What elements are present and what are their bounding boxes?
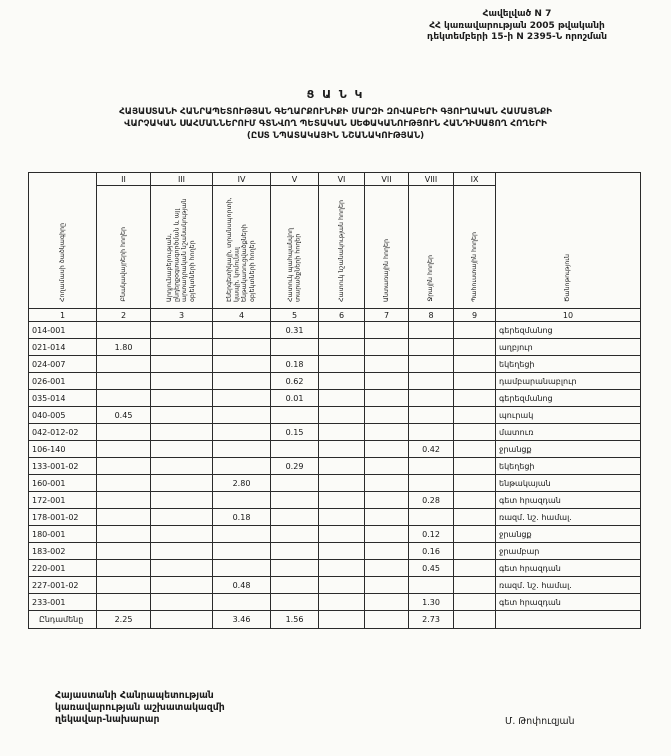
annex-line-3: դեկտեմբերի 15-ի N 2395-Ն որոշման — [426, 32, 608, 42]
column-header-9 — [454, 186, 496, 309]
cell-value — [454, 543, 496, 560]
cell-value — [365, 356, 409, 373]
cell-value — [409, 407, 454, 424]
cell-value — [271, 594, 319, 611]
row-note: պուրակ — [496, 407, 641, 424]
document-title: Ց Ա Ն Կ — [306, 88, 365, 101]
column-number-1: 1 — [29, 309, 97, 322]
column-header-3 — [151, 186, 213, 309]
cell-value — [151, 458, 213, 475]
cell-value — [365, 543, 409, 560]
table-row — [29, 407, 641, 424]
cell-value — [319, 526, 365, 543]
cell-value — [151, 407, 213, 424]
cell-value — [213, 543, 271, 560]
column-title-code: Հողամասի ծածկագիրը — [58, 223, 66, 302]
cell-value: 0.28 — [409, 492, 454, 509]
column-title-7: Անտառային հողեր — [382, 239, 390, 302]
cell-value — [409, 509, 454, 526]
cell-value — [151, 424, 213, 441]
cell-value — [271, 407, 319, 424]
cell-value — [454, 475, 496, 492]
row-code: 021-014 — [29, 339, 97, 356]
row-note: գետ հրազդան — [496, 560, 641, 577]
cell-value — [213, 356, 271, 373]
row-note: դամբարանաբլուր — [496, 373, 641, 390]
cell-value — [409, 424, 454, 441]
cell-value — [454, 407, 496, 424]
row-code: 178-001-02 — [29, 509, 97, 526]
column-title-3: Արդյունաբերության, ընդերքօգտագործման և այլ արտադրական նշանակության օբյեկտների հողեր — [166, 198, 197, 302]
column-header-2 — [97, 186, 151, 309]
row-code: 014-001 — [29, 322, 97, 339]
cell-value — [454, 560, 496, 577]
column-title-2: Բնակավայրերի հողեր — [119, 227, 127, 302]
cell-value — [151, 526, 213, 543]
table-row — [29, 424, 641, 441]
table-row — [29, 339, 641, 356]
row-code: 220-001 — [29, 560, 97, 577]
table-row — [29, 594, 641, 611]
cell-value — [271, 560, 319, 577]
cell-value — [97, 543, 151, 560]
column-header-7 — [365, 186, 409, 309]
row-note: ենթակայան — [496, 475, 641, 492]
row-code: 227-001-02 — [29, 577, 97, 594]
roman-numeral-VII: VII — [365, 173, 409, 186]
subtitle-line-1: ՀԱՅԱՍՏԱՆԻ ՀԱՆՐԱՊԵՏՈՒԹՅԱՆ ԳԵՂԱՐՔՈՒՆԻՔԻ ՄԱՐԶԻ ԶՈՎԱԲԵՐԻ ԳՅՈՒՂԱԿԱՆ ՀԱՄԱՅՆՔԻ — [119, 107, 552, 117]
cell-value — [271, 577, 319, 594]
table-row — [29, 492, 641, 509]
cell-value — [319, 407, 365, 424]
cell-value — [365, 594, 409, 611]
cell-value: 0.48 — [213, 577, 271, 594]
row-code: 172-001 — [29, 492, 97, 509]
cell-value — [213, 492, 271, 509]
row-code: 042-012-02 — [29, 424, 97, 441]
annex-line-2: ՀՀ կառավարության 2005 թվականի — [429, 20, 605, 31]
roman-numeral-III: III — [151, 173, 213, 186]
cell-value — [365, 322, 409, 339]
row-code: 160-001 — [29, 475, 97, 492]
row-code: 180-001 — [29, 526, 97, 543]
cell-value — [319, 322, 365, 339]
subtitle-line-3: (ԸՍՏ ՆՊԱՏԱԿԱՅԻՆ ՆՇԱՆԱԿՈՒԹՅԱՆ) — [246, 131, 425, 141]
cell-value — [151, 356, 213, 373]
total-note — [496, 611, 641, 629]
cell-value — [409, 339, 454, 356]
row-code: 024-007 — [29, 356, 97, 373]
row-note: գերեզմանոց — [496, 390, 641, 407]
cell-value — [213, 424, 271, 441]
cell-value: 1.30 — [409, 594, 454, 611]
cell-value — [213, 458, 271, 475]
table-row — [29, 543, 641, 560]
column-number-8: 8 — [409, 309, 454, 322]
cell-value: 0.16 — [409, 543, 454, 560]
table-row — [29, 373, 641, 390]
cell-value: 2.80 — [213, 475, 271, 492]
column-title-5: Հատուկ պահպանվող տարածքների հողեր — [286, 228, 302, 302]
roman-numeral-IX: IX — [454, 173, 496, 186]
cell-value — [151, 560, 213, 577]
cell-value — [454, 424, 496, 441]
row-note: ռազմ. նշ. համալ. — [496, 577, 641, 594]
table-row — [29, 577, 641, 594]
cell-value — [319, 475, 365, 492]
column-header-5 — [271, 186, 319, 309]
roman-numeral-VI: VI — [319, 173, 365, 186]
table-row — [29, 356, 641, 373]
cell-value — [365, 339, 409, 356]
cell-value — [213, 407, 271, 424]
cell-value — [151, 594, 213, 611]
cell-value — [151, 577, 213, 594]
cell-value — [213, 373, 271, 390]
cell-value — [97, 441, 151, 458]
column-number-3: 3 — [151, 309, 213, 322]
total-value: 3.46 — [213, 611, 271, 629]
cell-value — [365, 509, 409, 526]
cell-value — [409, 577, 454, 594]
cell-value — [319, 492, 365, 509]
cell-value — [97, 594, 151, 611]
cell-value — [271, 543, 319, 560]
cell-value — [454, 356, 496, 373]
cell-value — [97, 577, 151, 594]
column-header-8 — [409, 186, 454, 309]
cell-value — [97, 492, 151, 509]
signature-line-1: Հայաստանի Հանրապետության — [55, 690, 214, 701]
cell-value: 0.31 — [271, 322, 319, 339]
total-label: Ընդամենը — [29, 611, 97, 629]
cell-value — [365, 475, 409, 492]
column-title-6: Հատուկ նշանակության հողեր — [337, 199, 345, 302]
cell-value — [409, 322, 454, 339]
cell-value — [409, 475, 454, 492]
signatory-name: Մ. Թոփուզյան — [505, 716, 575, 727]
table-row — [29, 441, 641, 458]
cell-value — [213, 560, 271, 577]
cell-value — [151, 543, 213, 560]
roman-numeral-V: V — [271, 173, 319, 186]
cell-value — [151, 322, 213, 339]
cell-value: 0.62 — [271, 373, 319, 390]
cell-value — [97, 560, 151, 577]
cell-value — [213, 526, 271, 543]
cell-value — [213, 594, 271, 611]
row-code: 133-001-02 — [29, 458, 97, 475]
cell-value — [454, 441, 496, 458]
row-code: 035-014 — [29, 390, 97, 407]
total-value — [454, 611, 496, 629]
column-number-6: 6 — [319, 309, 365, 322]
cell-value — [151, 373, 213, 390]
cell-value — [97, 526, 151, 543]
cell-value — [97, 322, 151, 339]
column-title-4: Էներգետիկայի, տրանսպորտի, կապի, կոմունալ ենթակառուցվածքների օբյեկտների հողեր — [226, 197, 257, 302]
roman-numeral-II: II — [97, 173, 151, 186]
roman-numeral-IV: IV — [213, 173, 271, 186]
total-value: 2.25 — [97, 611, 151, 629]
row-code: 233-001 — [29, 594, 97, 611]
total-row — [29, 611, 641, 629]
cell-value — [409, 390, 454, 407]
column-header-note — [496, 173, 641, 309]
cell-value — [454, 458, 496, 475]
cell-value — [454, 390, 496, 407]
cell-value: 0.01 — [271, 390, 319, 407]
cell-value: 0.45 — [409, 560, 454, 577]
row-note: եկեղեցի — [496, 458, 641, 475]
document-subtitle — [15, 106, 656, 142]
cell-value — [151, 492, 213, 509]
total-value — [151, 611, 213, 629]
cell-value: 0.18 — [213, 509, 271, 526]
column-title-8: Ջրային հողեր — [427, 255, 435, 302]
cell-value — [213, 441, 271, 458]
cell-value — [409, 458, 454, 475]
cell-value: 0.42 — [409, 441, 454, 458]
total-value — [319, 611, 365, 629]
cell-value — [151, 509, 213, 526]
row-note: եկեղեցի — [496, 356, 641, 373]
cell-value — [454, 373, 496, 390]
cell-value — [365, 441, 409, 458]
cell-value — [319, 560, 365, 577]
cell-value — [319, 441, 365, 458]
row-code: 183-002 — [29, 543, 97, 560]
cell-value — [454, 492, 496, 509]
cell-value — [271, 509, 319, 526]
row-code: 106-140 — [29, 441, 97, 458]
land-parcels-table — [28, 172, 641, 629]
cell-value — [365, 407, 409, 424]
cell-value — [151, 441, 213, 458]
cell-value — [213, 322, 271, 339]
cell-value — [319, 339, 365, 356]
total-value: 2.73 — [409, 611, 454, 629]
cell-value — [454, 339, 496, 356]
table-row — [29, 560, 641, 577]
cell-value: 1.80 — [97, 339, 151, 356]
cell-value — [271, 475, 319, 492]
subtitle-line-2: ՎԱՐՉԱԿԱՆ ՍԱՀՄԱՆՆԵՐՈՒՄ ԳՏՆՎՈՂ ՊԵՏԱԿԱՆ ՍԵՓԱԿԱՆՈՒԹՅՈՒՆ ՀԱՆԴԻՍԱՑՈՂ ՀՈՂԵՐԻ — [124, 119, 547, 129]
row-note: աղբյուր — [496, 339, 641, 356]
cell-value — [319, 424, 365, 441]
cell-value — [271, 441, 319, 458]
cell-value — [151, 339, 213, 356]
cell-value — [97, 356, 151, 373]
table-row — [29, 322, 641, 339]
row-note: ջրամբար — [496, 543, 641, 560]
table-row — [29, 458, 641, 475]
cell-value — [213, 390, 271, 407]
signature-line-2: կառավարության աշխատակազմի — [55, 702, 225, 713]
column-number-5: 5 — [271, 309, 319, 322]
column-title-9: Պահուստային հողեր — [470, 232, 478, 302]
row-note: ջրանցք — [496, 441, 641, 458]
cell-value — [319, 594, 365, 611]
row-code: 040-005 — [29, 407, 97, 424]
row-note: ջրանցք — [496, 526, 641, 543]
cell-value — [271, 492, 319, 509]
column-number-10: 10 — [496, 309, 641, 322]
cell-value — [319, 356, 365, 373]
cell-value — [97, 373, 151, 390]
cell-value — [319, 373, 365, 390]
annex-reference — [388, 9, 646, 44]
cell-value — [365, 560, 409, 577]
signature-block — [55, 690, 225, 726]
cell-value — [454, 509, 496, 526]
column-header-6 — [319, 186, 365, 309]
cell-value — [365, 526, 409, 543]
cell-value — [365, 390, 409, 407]
row-note: ռազմ. նշ. համալ. — [496, 509, 641, 526]
table-row — [29, 526, 641, 543]
cell-value: 0.29 — [271, 458, 319, 475]
cell-value — [319, 458, 365, 475]
cell-value — [319, 577, 365, 594]
column-number-9: 9 — [454, 309, 496, 322]
table-row — [29, 390, 641, 407]
cell-value — [97, 509, 151, 526]
cell-value: 0.12 — [409, 526, 454, 543]
row-code: 026-001 — [29, 373, 97, 390]
cell-value — [97, 475, 151, 492]
table-row — [29, 475, 641, 492]
cell-value — [365, 458, 409, 475]
cell-value — [365, 424, 409, 441]
column-number-2: 2 — [97, 309, 151, 322]
signature-line-3: ղեկավար-նախարար — [55, 714, 160, 725]
cell-value — [151, 390, 213, 407]
total-value: 1.56 — [271, 611, 319, 629]
table-row — [29, 509, 641, 526]
column-header-code — [29, 173, 97, 309]
cell-value — [271, 526, 319, 543]
column-header-4 — [213, 186, 271, 309]
cell-value — [365, 492, 409, 509]
row-note: մատուռ — [496, 424, 641, 441]
cell-value — [365, 577, 409, 594]
cell-value — [213, 339, 271, 356]
row-note: գետ հրազդան — [496, 492, 641, 509]
roman-numeral-VIII: VIII — [409, 173, 454, 186]
column-number-4: 4 — [213, 309, 271, 322]
cell-value — [454, 594, 496, 611]
cell-value — [454, 577, 496, 594]
cell-value — [319, 390, 365, 407]
row-note: գերեզմանոց — [496, 322, 641, 339]
column-title-note: Ծանոթություն — [564, 253, 572, 302]
row-note: գետ հրազդան — [496, 594, 641, 611]
cell-value — [97, 424, 151, 441]
total-value — [365, 611, 409, 629]
cell-value: 0.45 — [97, 407, 151, 424]
annex-line-1: Հավելված N 7 — [482, 9, 552, 19]
cell-value — [151, 475, 213, 492]
cell-value — [319, 543, 365, 560]
cell-value: 0.18 — [271, 356, 319, 373]
cell-value — [97, 458, 151, 475]
cell-value: 0.15 — [271, 424, 319, 441]
cell-value — [365, 373, 409, 390]
column-number-7: 7 — [365, 309, 409, 322]
cell-value — [271, 339, 319, 356]
cell-value — [454, 322, 496, 339]
cell-value — [319, 509, 365, 526]
cell-value — [454, 526, 496, 543]
cell-value — [409, 356, 454, 373]
cell-value — [409, 373, 454, 390]
cell-value — [97, 390, 151, 407]
